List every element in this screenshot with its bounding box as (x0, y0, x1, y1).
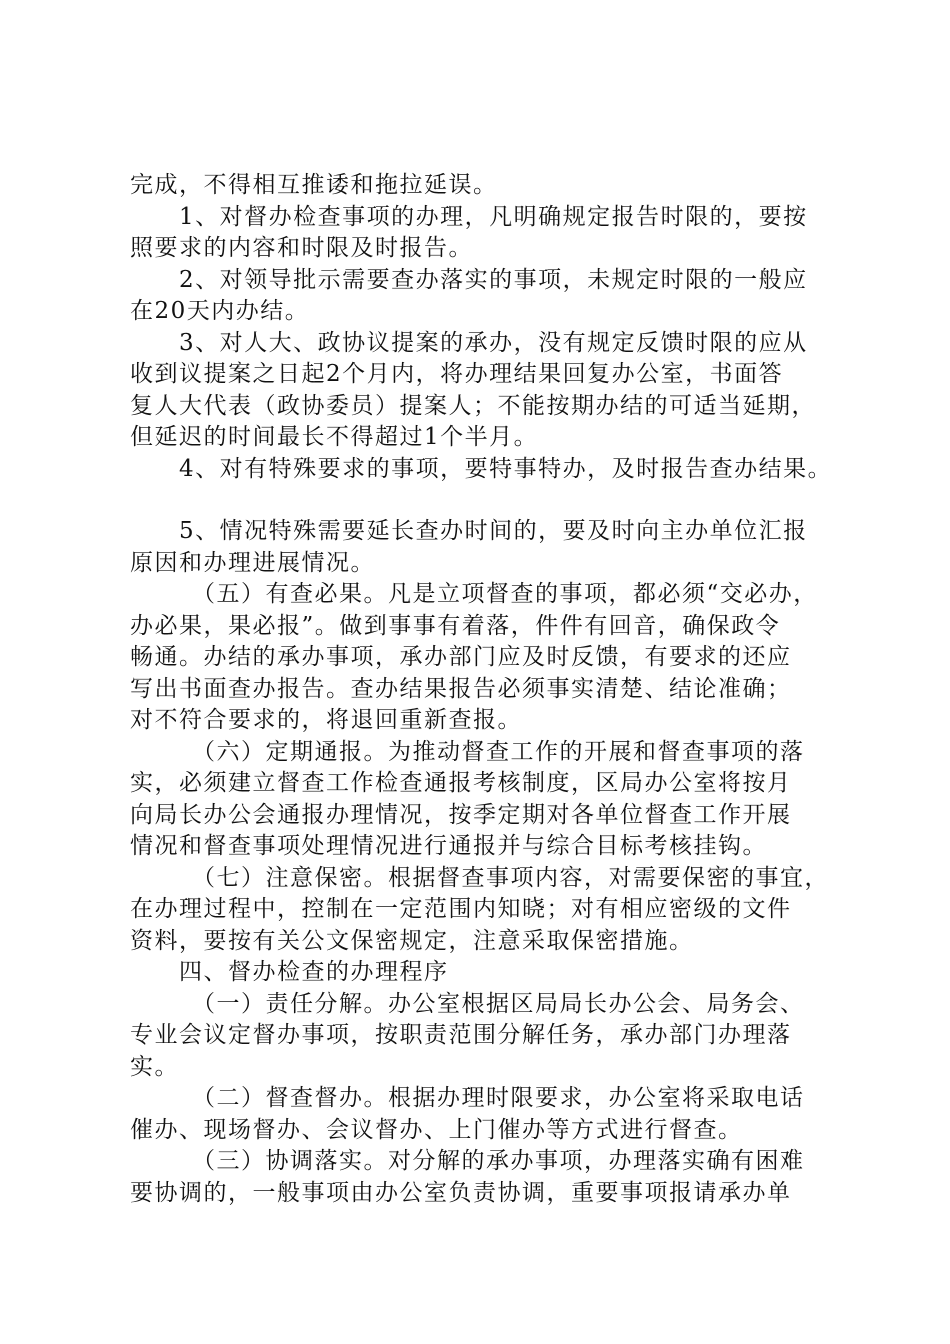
text-line: 2、对领导批示需要查办落实的事项，未规定时限的一般应 (130, 266, 808, 293)
text-line: 对不符合要求的，将退回重新查报。 (130, 707, 522, 733)
section-heading: 四、督办检查的办理程序 (130, 959, 449, 985)
text-line: 5、情况特殊需要延长查办时间的，要及时向主办单位汇报 (130, 518, 808, 544)
text-line: （二）督查督办。根据办理时限要求，办公室将采取电话 (130, 1085, 805, 1111)
text-line: 3、对人大、政协议提案的承办，没有规定反馈时限的应从 (130, 329, 808, 356)
text-line: 收到议提案之日起2个月内，将办理结果回复办公室，书面答 (130, 361, 784, 387)
text-line: （三）协调落实。对分解的承办事项，办理落实确有困难 (130, 1148, 805, 1174)
document-body (130, 170, 842, 1209)
text-line: 催办、现场督办、会议督办、上门催办等方式进行督查。 (130, 1116, 743, 1143)
text-line: （一）责任分解。办公室根据区局局长办公会、局务会、 (130, 990, 805, 1017)
text-line: 资料，要按有关公文保密规定，注意采取保密措施。 (130, 927, 694, 954)
text-line: 但延迟的时间最长不得超过1个半月。 (130, 424, 539, 450)
text-line: 向局长办公会通报办理情况，按季定期对各单位督查工作开展 (130, 801, 792, 828)
text-line: 情况和督查事项处理情况进行通报并与综合目标考核挂钩。 (130, 833, 767, 859)
text-line: 畅通。办结的承办事项，承办部门应及时反馈，有要求的还应 (130, 644, 792, 670)
text-line: 在办理过程中，控制在一定范围内知晓；对有相应密级的文件 (130, 896, 792, 922)
text-line: （六）定期通报。为推动督查工作的开展和督查事项的落 (130, 738, 805, 765)
text-line: 办必果，果必报”。做到事事有着落，件件有回音，确保政令 (130, 612, 781, 639)
paragraph-gap (130, 485, 842, 516)
text-line: 专业会议定督办事项，按职责范围分解任务，承办部门办理落 (130, 1022, 792, 1048)
text-line: 1、对督办检查事项的办理，凡明确规定报告时限的，要按 (130, 203, 808, 230)
text-line: 完成，不得相互推诿和拖拉延误。 (130, 172, 498, 198)
text-line: 实。 (130, 1053, 179, 1080)
text-line: 在20天内办结。 (130, 298, 310, 324)
text-line: （七）注意保密。根据督查事项内容，对需要保密的事宜， (130, 864, 829, 891)
text-line: （五）有查必果。凡是立项督查的事项，都必须“交必办， (130, 581, 818, 607)
text-line: 复人大代表（政协委员）提案人；不能按期办结的可适当延期， (130, 392, 816, 419)
text-line: 原因和办理进展情况。 (130, 549, 375, 576)
text-line: 照要求的内容和时限及时报告。 (130, 235, 473, 261)
text-line: 4、对有特殊要求的事项，要特事特办，及时报告查办结果。 (130, 455, 833, 482)
text-line: 实，必须建立督查工作检查通报考核制度，区局办公室将按月 (130, 770, 792, 796)
text-line: 要协调的，一般事项由办公室负责协调，重要事项报请承办单 (130, 1179, 792, 1206)
text-line: 写出书面查办报告。查办结果报告必须事实清楚、结论准确； (130, 675, 792, 702)
